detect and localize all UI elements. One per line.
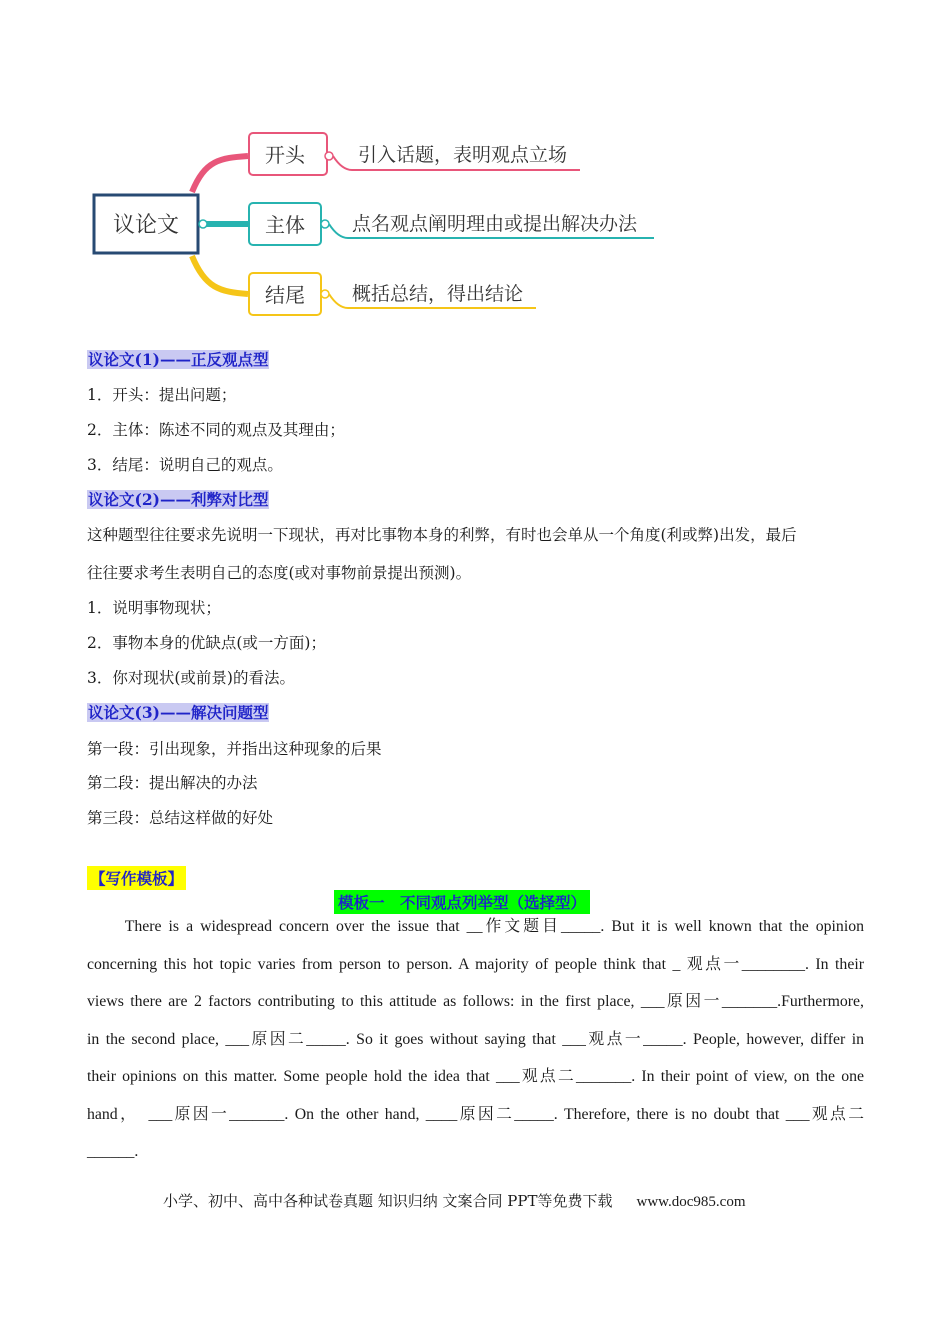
- mind-map: [80, 120, 680, 330]
- connector-bottom: [192, 256, 248, 294]
- template-tag: 【写作模板】: [87, 866, 186, 890]
- list-item: 第一段：引出现象，并指出这种现象的后果: [87, 740, 382, 758]
- branch-collapse-icon: [321, 220, 329, 228]
- template-line: There is a widespread concern over the issue that __作文题目_____. But it is well known that the opinion: [87, 918, 864, 935]
- list-item: 第三段：总结这样做的好处: [87, 809, 274, 827]
- list-item: 2．主体：陈述不同的观点及其理由；: [87, 421, 345, 439]
- heading-text: 议论文(1)——正反观点型: [88, 350, 269, 369]
- section-heading-2: [87, 490, 269, 510]
- branch-text-ending: 概括总结，得出结论: [352, 283, 524, 305]
- footer-url[interactable]: www.doc985.com: [636, 1194, 746, 1210]
- branch-label-body: 主体: [265, 213, 305, 237]
- branch-collapse-icon: [321, 290, 329, 298]
- section-heading-3: [87, 703, 269, 723]
- template-line: views there are 2 factors contributing to this attitude as follows: in the first place, ___原因一_______.Furthermore,: [87, 993, 864, 1010]
- template-line: in the second place, ___原因二_____. So it goes without saying that ___观点一_____. People, however, differ in: [87, 1030, 864, 1048]
- template-line: concerning this hot topic varies from person to person. A majority of people think that _ 观点一________. In their: [87, 955, 864, 973]
- branch-label-ending: 结尾: [265, 283, 305, 307]
- template-body: [87, 908, 864, 1171]
- template-line: their opinions on this matter. Some people hold the idea that ___观点二_______. In their point of view, on the one: [87, 1068, 864, 1085]
- list-item: 3．结尾：说明自己的观点。: [87, 456, 283, 474]
- branch-label-opening: 开头: [265, 143, 305, 167]
- paragraph-line: 往往要求考生表明自己的态度(或对事物前景提出预测)。: [87, 564, 472, 582]
- paragraph-line: 这种题型往往要求先说明一下现状，再对比事物本身的利弊，有时也会单从一个角度(利或弊)出发，最后: [87, 526, 797, 544]
- template-title: 模板一 不同观点列举型（选择型）: [334, 890, 590, 914]
- template-line: hand， ___原因一_______. On the other hand, ____原因二_____. Therefore, there is no doubt that ___观点二: [87, 1105, 864, 1123]
- list-item: 2．事物本身的优缺点(或一方面)；: [87, 634, 326, 652]
- heading-text: 议论文(2)——利弊对比型: [88, 490, 269, 509]
- connector-top: [192, 156, 248, 192]
- branch-text-opening: 引入话题，表明观点立场: [358, 144, 568, 166]
- branch-text-body: 点名观点阐明理由或提出解决办法: [352, 213, 638, 235]
- list-item: 第二段：提出解决的办法: [87, 774, 258, 792]
- page-footer: [163, 1190, 746, 1211]
- section-heading-1: [87, 350, 269, 370]
- root-label: 议论文: [112, 213, 180, 238]
- branch-collapse-icon: [325, 152, 333, 160]
- list-item: 3．你对现状(或前景)的看法。: [87, 669, 295, 687]
- footer-text: 小学、初中、高中各种试卷真题 知识归纳 文案合同 PPT等免费下载: [163, 1192, 613, 1210]
- heading-text: 议论文(3)——解决问题型: [88, 703, 269, 722]
- root-collapse-icon: [199, 220, 207, 228]
- template-line: ______.: [87, 1143, 139, 1160]
- list-item: 1．说明事物现状；: [87, 599, 221, 617]
- list-item: 1．开头：提出问题；: [87, 386, 237, 404]
